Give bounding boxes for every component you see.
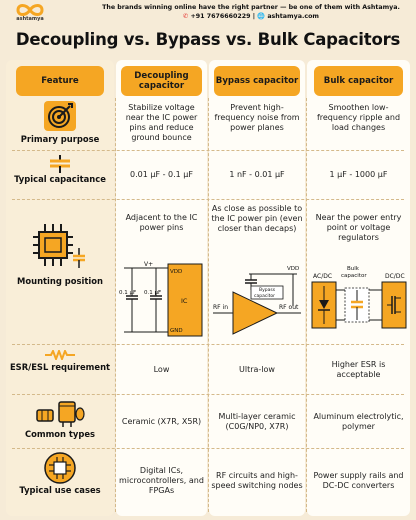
acdc-label: AC/DC [313,273,333,280]
gnd-label: GND [170,328,183,334]
header-bypass: Bypass capacitor [214,66,300,96]
bulk-capacitance: 1 µF - 1000 µF [329,170,388,179]
dcdc-label: DC/DC [385,273,405,280]
bulk-mounting: Near the power entry point or voltage regulators [315,213,402,242]
capacitor-components-icon [35,400,85,428]
bypass-capacitance: 1 nF - 0.01 µF [229,170,285,179]
row-divider [12,199,404,200]
bulk-esr: Higher ESR is acceptable [331,360,386,379]
row-divider [12,344,404,345]
decoupling-circuit-diagram [118,258,205,338]
feature-label: Mounting position [17,276,103,286]
infinity-logo-icon [15,3,45,17]
feature-common-types [6,400,114,439]
phone-icon: ✆ [183,13,189,20]
contact-separator: | [252,13,256,20]
bypass-purpose: Prevent high-frequency noise from power planes [214,103,300,132]
bulk-purpose: Smoothen low-frequency ripple and load changes [316,103,401,132]
feature-use-cases [6,452,114,495]
resistor-icon [45,350,75,360]
circuit-board-icon [43,452,77,484]
decoupling-purpose: Stabilize voltage near the IC power pins and reduce ground bounce [125,103,198,142]
rf-out-label: RF out [279,304,299,311]
feature-label: Primary purpose [20,134,100,144]
brand-tagline [90,3,412,21]
feature-esr-esl [6,350,114,372]
ic-label: IC [181,297,188,305]
phone-number[interactable]: +91 7676660229 [190,13,251,20]
decoupling-mounting: Adjacent to the IC power pins [125,213,198,232]
header-decoupling: Decoupling capacitor [121,66,202,96]
bypass-cap-label-2: capacitor [254,294,275,299]
brand-logo[interactable] [8,3,52,22]
bulk-circuit-diagram [309,260,408,338]
bypass-mounting: As close as possible to the IC power pin (even closer than decaps) [211,204,303,233]
decoupling-esr: Low [153,365,170,374]
feature-label: Typical capacitance [14,174,106,184]
header-feature: Feature [16,66,104,96]
row-divider [12,394,404,395]
cap2-label: 0.1 µF [144,290,162,296]
bypass-esr: Ultra-low [239,365,275,374]
feature-primary-purpose [6,100,114,144]
decoupling-types: Ceramic (X7R, X5R) [121,417,202,426]
bypass-types: Multi-layer ceramic (C0G/NP0, X7R) [218,412,296,431]
feature-label: Typical use cases [19,485,101,495]
cap1-label: 0.1 µF [119,290,137,296]
decoupling-capacitance: 0.01 µF - 0.1 µF [130,170,193,179]
bulk-use-cases: Power supply rails and DC-DC converters [313,471,404,490]
tagline-text: The brands winning online have the right partner — be one of them with Ashtamya. [102,4,400,11]
brand-header [0,0,416,28]
rf-in-label: RF in [213,304,228,311]
contact-line [90,12,412,21]
vdd-label: VDD [170,269,183,275]
row-divider [12,448,404,449]
target-icon [42,100,78,132]
bulk-label-1: Bulk [347,266,359,272]
bypass-vdd-label: VDD [287,266,300,272]
column-divider [115,98,116,512]
vplus-label: V+ [144,261,154,268]
bulk-label-2: capacitor [341,273,367,279]
website-link[interactable]: ashtamya.com [267,13,319,20]
globe-icon: 🌐 [257,13,266,20]
feature-label: ESR/ESL requirement [9,362,111,372]
feature-label: Common types [24,429,96,439]
brand-name: ashtamya [16,16,44,22]
decoupling-use-cases: Digital ICs, microcontrollers, and FPGAs [119,466,204,495]
bypass-cap-label-1: Bypass [259,288,276,293]
bypass-circuit-diagram [211,262,303,338]
feature-mounting-position [6,222,114,286]
chip-icon [33,222,87,272]
column-divider [306,98,307,512]
row-divider [12,150,404,151]
bulk-types: Aluminum electrolytic, polymer [313,412,404,431]
feature-typical-capacitance [6,155,114,184]
capacitor-symbol-icon [48,155,72,173]
column-divider [208,98,209,512]
header-bulk: Bulk capacitor [314,66,403,96]
bypass-use-cases: RF circuits and high-speed switching nodes [211,471,303,490]
page-title: Decoupling vs. Bypass vs. Bulk Capacitors [15,30,401,49]
